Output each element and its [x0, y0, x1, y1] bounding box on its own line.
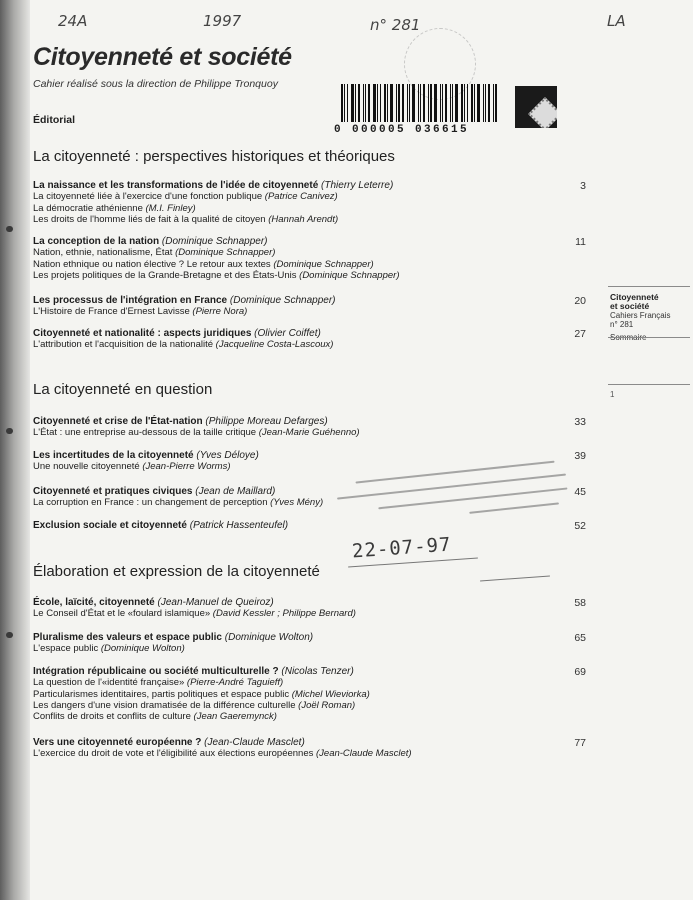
barcode-bar: [495, 84, 497, 122]
toc-subentry: [33, 214, 578, 225]
toc-subentry-text: L'espace public: [33, 643, 99, 655]
toc-subentry-author: (Jean-Marie Guéhenno): [258, 427, 360, 439]
toc-entry-title: [33, 180, 578, 191]
section-title-2: La citoyenneté en question: [33, 381, 213, 398]
toc-subentry: [33, 191, 578, 202]
barcode-bar: [452, 84, 453, 122]
barcode-bar: [483, 84, 484, 122]
barcode-bar: [445, 84, 447, 122]
barcode-number: 0 000005 036615: [334, 124, 470, 136]
barcode-bar: [493, 84, 494, 122]
editorial-link: Éditorial: [33, 114, 76, 126]
toc-subentry-text: Les projets politiques de la Grande-Bretagne et des États-Unis: [33, 269, 297, 281]
toc-subentry: [33, 700, 578, 711]
toc-author: (Jean-Claude Masclet): [204, 737, 305, 748]
toc-author: (Patrick Hassenteufel): [189, 520, 289, 531]
toc-entry-title: [33, 737, 578, 748]
toc-subentry-text: Une nouvelle citoyenneté: [33, 461, 140, 473]
toc-subentry-text: Nation ethnique ou nation élective ? Le retour aux textes: [33, 258, 271, 270]
toc-title-text: Les processus de l'intégration en France: [33, 295, 228, 306]
sidebar-title-line2: et société: [610, 301, 650, 311]
toc-entry: [33, 666, 586, 723]
toc-subentry: [33, 677, 578, 688]
toc-subentry: [33, 270, 578, 281]
toc-subentry-author: (Dominique Wolton): [100, 643, 185, 655]
toc-page-number: 58: [574, 597, 586, 609]
barcode-bar: [396, 84, 397, 122]
toc-page-number: 39: [574, 450, 586, 462]
toc-entry-title: [33, 416, 578, 427]
binding-hole: [6, 226, 13, 232]
toc-title-text: Pluralisme des valeurs et espace public: [33, 632, 222, 643]
toc-subentry-author: (Jean Gaeremynck): [193, 711, 277, 723]
toc-subentry: [33, 748, 578, 759]
toc-subentry-text: L'exercice du droit de vote et l'éligibilité aux élections européennes: [33, 748, 314, 760]
publisher-logo: [515, 86, 557, 128]
toc-page-number: 69: [574, 666, 586, 678]
barcode-bar: [358, 84, 360, 122]
toc-author: (Jean-Manuel de Queiroz): [157, 597, 274, 608]
toc-entry: [33, 632, 586, 655]
toc-author: (Dominique Wolton): [224, 632, 314, 643]
toc-page-number: 52: [574, 520, 586, 532]
toc-entry-title: [33, 666, 578, 677]
barcode-bar: [365, 84, 366, 122]
toc-subentry: [33, 203, 578, 214]
toc-entry-title: [33, 328, 578, 339]
toc-entry-title: [33, 632, 578, 643]
toc-subentry: [33, 608, 578, 619]
page-title: Citoyenneté et société: [33, 43, 292, 71]
toc-subentry-author: (M.I. Finley): [145, 202, 196, 214]
toc-subentry-text: La citoyenneté liée à l'exercice d'une fonction publique: [33, 191, 263, 203]
barcode-bar: [474, 84, 475, 122]
barcode-bar: [467, 84, 468, 122]
toc-page-number: 3: [580, 180, 586, 192]
toc-page-number: 77: [574, 737, 586, 749]
toc-author: (Dominique Schnapper): [161, 236, 268, 247]
toc-subentry-author: (Michel Wieviorka): [291, 688, 370, 700]
toc-page-number: 45: [574, 486, 586, 498]
toc-entry-title: [33, 450, 578, 461]
toc-entry: [33, 180, 586, 225]
barcode-bar: [485, 84, 486, 122]
toc-subentry-text: Particularismes identitaires, partis politiques et espace public: [33, 688, 290, 700]
toc-subentry-author: (David Kessler ; Philippe Bernard): [212, 608, 356, 620]
barcode-bar: [461, 84, 463, 122]
toc-author: (Jean de Maillard): [195, 486, 276, 497]
barcode-bar: [418, 84, 419, 122]
sidebar-rule-top: [608, 286, 690, 287]
sidebar-title-line1: Citoyenneté: [610, 292, 659, 302]
toc-subentry-text: L'attribution et l'acquisition de la nationalité: [33, 339, 214, 351]
toc-subentry-author: (Dominique Schnapper): [299, 269, 400, 281]
toc-author: (Olivier Coiffet): [254, 328, 321, 339]
stamp-date: 22-07-97: [351, 533, 453, 563]
barcode-bar: [368, 84, 370, 122]
toc-subentry-author: (Dominique Schnapper): [175, 247, 276, 259]
toc-subentry-author: (Pierre Nora): [192, 306, 248, 318]
toc-subentry-author: (Jacqueline Costa-Lascoux): [215, 339, 334, 351]
toc-title-text: Vers une citoyenneté européenne ?: [33, 737, 202, 748]
toc-author: (Philippe Moreau Defarges): [205, 416, 328, 427]
sidebar-page-number: 1: [610, 390, 615, 399]
barcode-bar: [373, 84, 376, 122]
toc-subentry-author: (Yves Mény): [270, 497, 324, 509]
toc-subentry-text: La question de l'«identité française»: [33, 677, 185, 689]
toc-page-number: 11: [575, 236, 586, 248]
toc-page-number: 27: [574, 328, 586, 340]
toc-page-number: 65: [574, 632, 586, 644]
toc-subentry-author: (Jean-Claude Masclet): [316, 748, 412, 760]
toc-subentry: [33, 306, 578, 317]
barcode-bar: [420, 84, 421, 122]
toc-entry: [33, 597, 586, 620]
binding-hole: [6, 632, 13, 638]
barcode-bar: [464, 84, 465, 122]
section-title-3: Élaboration et expression de la citoyenneté: [33, 563, 320, 580]
toc-entry: [33, 328, 586, 351]
page-subtitle: Cahier réalisé sous la direction de Philippe Tronquoy: [33, 78, 278, 90]
barcode-bar: [390, 84, 393, 122]
barcode: [341, 84, 501, 122]
barcode-bar: [409, 84, 410, 122]
toc-subentry: [33, 259, 578, 270]
toc-subentry-text: L'Histoire de France d'Ernest Lavisse: [33, 306, 190, 318]
toc-entry: [33, 236, 586, 281]
barcode-bar: [455, 84, 458, 122]
toc-entry: [33, 295, 586, 318]
sidebar-series: Cahiers Français: [610, 311, 671, 320]
toc-subentry-author: (Jean-Pierre Worms): [142, 461, 231, 473]
barcode-bar: [363, 84, 364, 122]
toc-subentry-text: Le Conseil d'État et le «foulard islamique»: [33, 608, 211, 620]
binding-hole: [6, 428, 13, 434]
toc-entry-title: [33, 597, 578, 608]
toc-title-text: École, laïcité, citoyenneté: [33, 597, 155, 608]
barcode-bar: [442, 84, 443, 122]
barcode-bar: [398, 84, 400, 122]
barcode-bar: [387, 84, 388, 122]
toc-author: (Nicolas Tenzer): [281, 666, 354, 677]
barcode-bar: [347, 84, 348, 122]
barcode-bar: [351, 84, 354, 122]
toc-subentry-text: La démocratie athénienne: [33, 202, 143, 214]
toc-subentry: [33, 427, 578, 438]
section-title-1: La citoyenneté : perspectives historiques et théoriques: [33, 148, 395, 165]
handwritten-number: n° 281: [370, 16, 421, 34]
toc-author: (Yves Déloye): [196, 450, 259, 461]
toc-page-number: 33: [574, 416, 586, 428]
barcode-bar: [384, 84, 386, 122]
barcode-bar: [440, 84, 441, 122]
barcode-bar: [377, 84, 378, 122]
barcode-bar: [428, 84, 429, 122]
barcode-bar: [434, 84, 437, 122]
toc-title-text: La naissance et les transformations de l'idée de citoyenneté: [33, 180, 319, 191]
barcode-bar: [450, 84, 451, 122]
toc-subentry-author: (Pierre-André Taguieff): [186, 677, 284, 689]
toc-entry-title: [33, 236, 578, 247]
toc-author: (Thierry Leterre): [321, 180, 394, 191]
barcode-bar: [471, 84, 473, 122]
toc-subentry-text: Conflits de droits et conflits de culture: [33, 711, 191, 723]
toc-page-number: 20: [574, 295, 586, 307]
toc-subentry-text: La corruption en France : un changement de perception: [33, 497, 268, 509]
toc-title-text: Citoyenneté et nationalité : aspects juridiques: [33, 328, 252, 339]
toc-author: (Dominique Schnapper): [229, 295, 336, 306]
barcode-bar: [402, 84, 404, 122]
toc-title-text: Citoyenneté et pratiques civiques: [33, 486, 193, 497]
barcode-bar: [477, 84, 480, 122]
toc-subentry: [33, 711, 578, 722]
toc-title-text: La conception de la nation: [33, 236, 160, 247]
barcode-bar: [380, 84, 381, 122]
sidebar-rule-mid: [608, 337, 690, 338]
toc-subentry-text: Les dangers d'une vision dramatisée de la différence culturelle: [33, 699, 296, 711]
barcode-bar: [412, 84, 415, 122]
barcode-bar: [355, 84, 356, 122]
toc-subentry: [33, 247, 578, 258]
binding-spine: [0, 0, 30, 900]
toc-entry: [33, 737, 586, 760]
logo-diamond-icon: [528, 97, 557, 128]
toc-entry-title: [33, 295, 578, 306]
barcode-bar: [341, 84, 343, 122]
barcode-bar: [488, 84, 490, 122]
sidebar-issue: n° 281: [610, 320, 634, 329]
toc-entry: [33, 416, 586, 439]
toc-title-text: Intégration républicaine ou société multiculturelle ?: [33, 666, 279, 677]
toc-title-text: Exclusion sociale et citoyenneté: [33, 520, 187, 531]
toc-subentry-author: (Joël Roman): [298, 699, 356, 711]
toc-title-text: Citoyenneté et crise de l'État-nation: [33, 416, 203, 427]
toc-subentry-text: Les droits de l'homme liés de fait à la qualité de citoyen: [33, 213, 266, 225]
toc-title-text: Les incertitudes de la citoyenneté: [33, 450, 194, 461]
toc-subentry: [33, 643, 578, 654]
sidebar-info: [610, 293, 690, 342]
barcode-bar: [423, 84, 425, 122]
toc-subentry: [33, 689, 578, 700]
handwritten-note-left: 24A: [58, 12, 88, 30]
toc-subentry-author: (Dominique Schnapper): [273, 258, 374, 270]
handwritten-note-right: LA: [607, 12, 626, 30]
toc-subentry-text: Nation, ethnie, nationalisme, État: [33, 247, 173, 259]
toc-subentry-text: L'État : une entreprise au-dessous de la taille critique: [33, 427, 257, 439]
toc-subentry-author: (Hannah Arendt): [268, 213, 339, 225]
barcode-bar: [407, 84, 408, 122]
handwritten-year: 1997: [203, 12, 242, 30]
barcode-bar: [344, 84, 345, 122]
barcode-bar: [430, 84, 432, 122]
sidebar-rule-bottom: [608, 384, 690, 385]
toc-subentry-author: (Patrice Canivez): [264, 191, 338, 203]
toc-subentry: [33, 339, 578, 350]
stamp-underline: [480, 576, 550, 582]
